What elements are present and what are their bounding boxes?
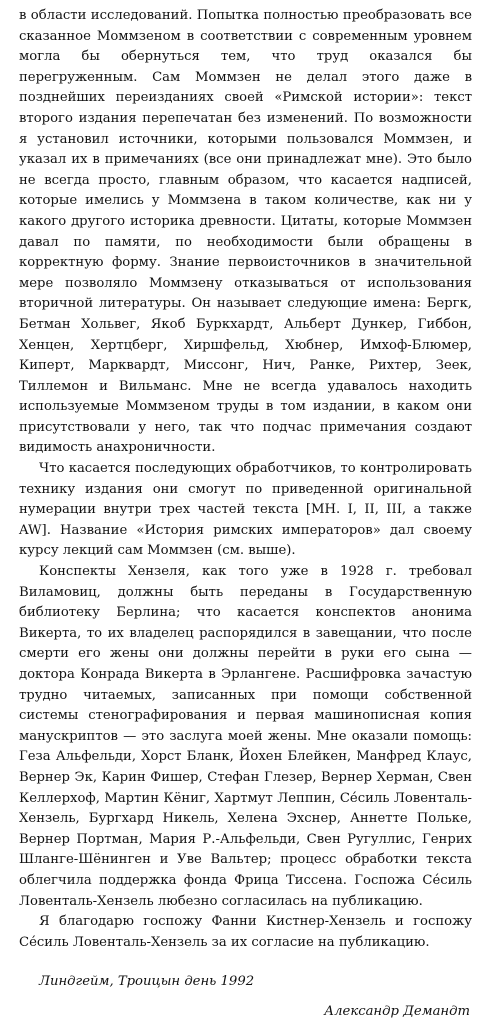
paragraph-acknowledgements: Конспекты Хензеля, как того уже в 1928 г. требовал Виламовиц, должны быть переданы в Государственную библиотеку Берлина; что касается конспектов анонима Викерта, то их владелец распорядился в завещании, что после смерти его жены они должны перейти в руки его сына — доктора Конрада Викерта в Эрлангене. Расшифровка зачастую трудно читаемых, записанных при помощи собственной системы стенографирования и первая машинописная копия манускриптов — это заслуга моей жены. Мне оказали помощь: Геза Альфельди, Хорст Бланк, Йохен Блейкен, Манфред Клаус, Вернер Эк, Карин Фишер, Стефан Глезер, Вернер Херман, Свен Келлерхоф, Мартин Кёниг, Хартмут Леппин, Се́силь Ловенталь-Хензель, Бургхард Никель, Хелена Эхснер, Аннетте Польке, Вернер Портман, Мария Р.-Альфельди, Свен Ругуллис, Генрих Шланге-Шёнинген и Уве Вальтер; процесс обработки текста облегчила поддержка фонда Фрица Тиссена. Госпожа Се́силь Ловенталь-Хензель любезно согласилась на публикацию. [19,564,472,909]
place-date: Линдгейм, Троицын день 1992 [39,974,255,990]
paragraph-thanks: Я благодарю госпожу Фанни Кистнер-Хензель и госпожу Се́силь Ловенталь-Хензель за их согласие на публикацию. [19,914,472,950]
document-page [19,6,472,1023]
author-signature: Александр Демандт [324,1003,470,1019]
paragraph-numbering: Что касается последующих обработчиков, то контролировать технику издания они смогут по приведенной оригинальной нумерации внутри трех частей текста [MH. I, II, III, а также AW]. Название «История римских императоров» дал своему курсу лекций сам Моммзен (см. выше). [19,461,472,559]
paragraph-sources: в области исследований. Попытка полностью преобразовать все сказанное Моммзеном в соответствии с современным уровнем могла бы обернуться тем, что труд оказался бы перегруженным. Сам Моммзен не делал этого даже в позднейших переизданиях своей «Римской истории»: текст второго издания перепечатан без изменений. По возможности я установил источники, которыми пользовался Моммзен, и указал их в примечаниях (все они принадлежат мне). Это было не всегда просто, главным образом, что касается надписей, которые имелись у Моммзена в таком количестве, как ни у какого другого историка древности. Цитаты, которые Моммзен давал по памяти, по необходимости были обращены в корректную форму. Знание первоисточников в значительной мере позволяло Моммзену отказываться от использования вторичной литературы. Он называет следующие имена: Бергк, Бетман Хольвег, Якоб Буркхардт, Альберт Дункер, Гиббон, Хенцен, Хертцберг, Хиршфельд, Хюбнер, Имхоф-Блюмер, Киперт, Марквардт, Миссонг, Нич, Ранке, Рихтер, Зеек, Тиллемон и Вильманс. Мне не всегда удавалось находить используемые Моммзеном труды в том издании, в каком они присутствовали у него, так что подчас примечания создают видимость анахроничности. [19,8,472,456]
